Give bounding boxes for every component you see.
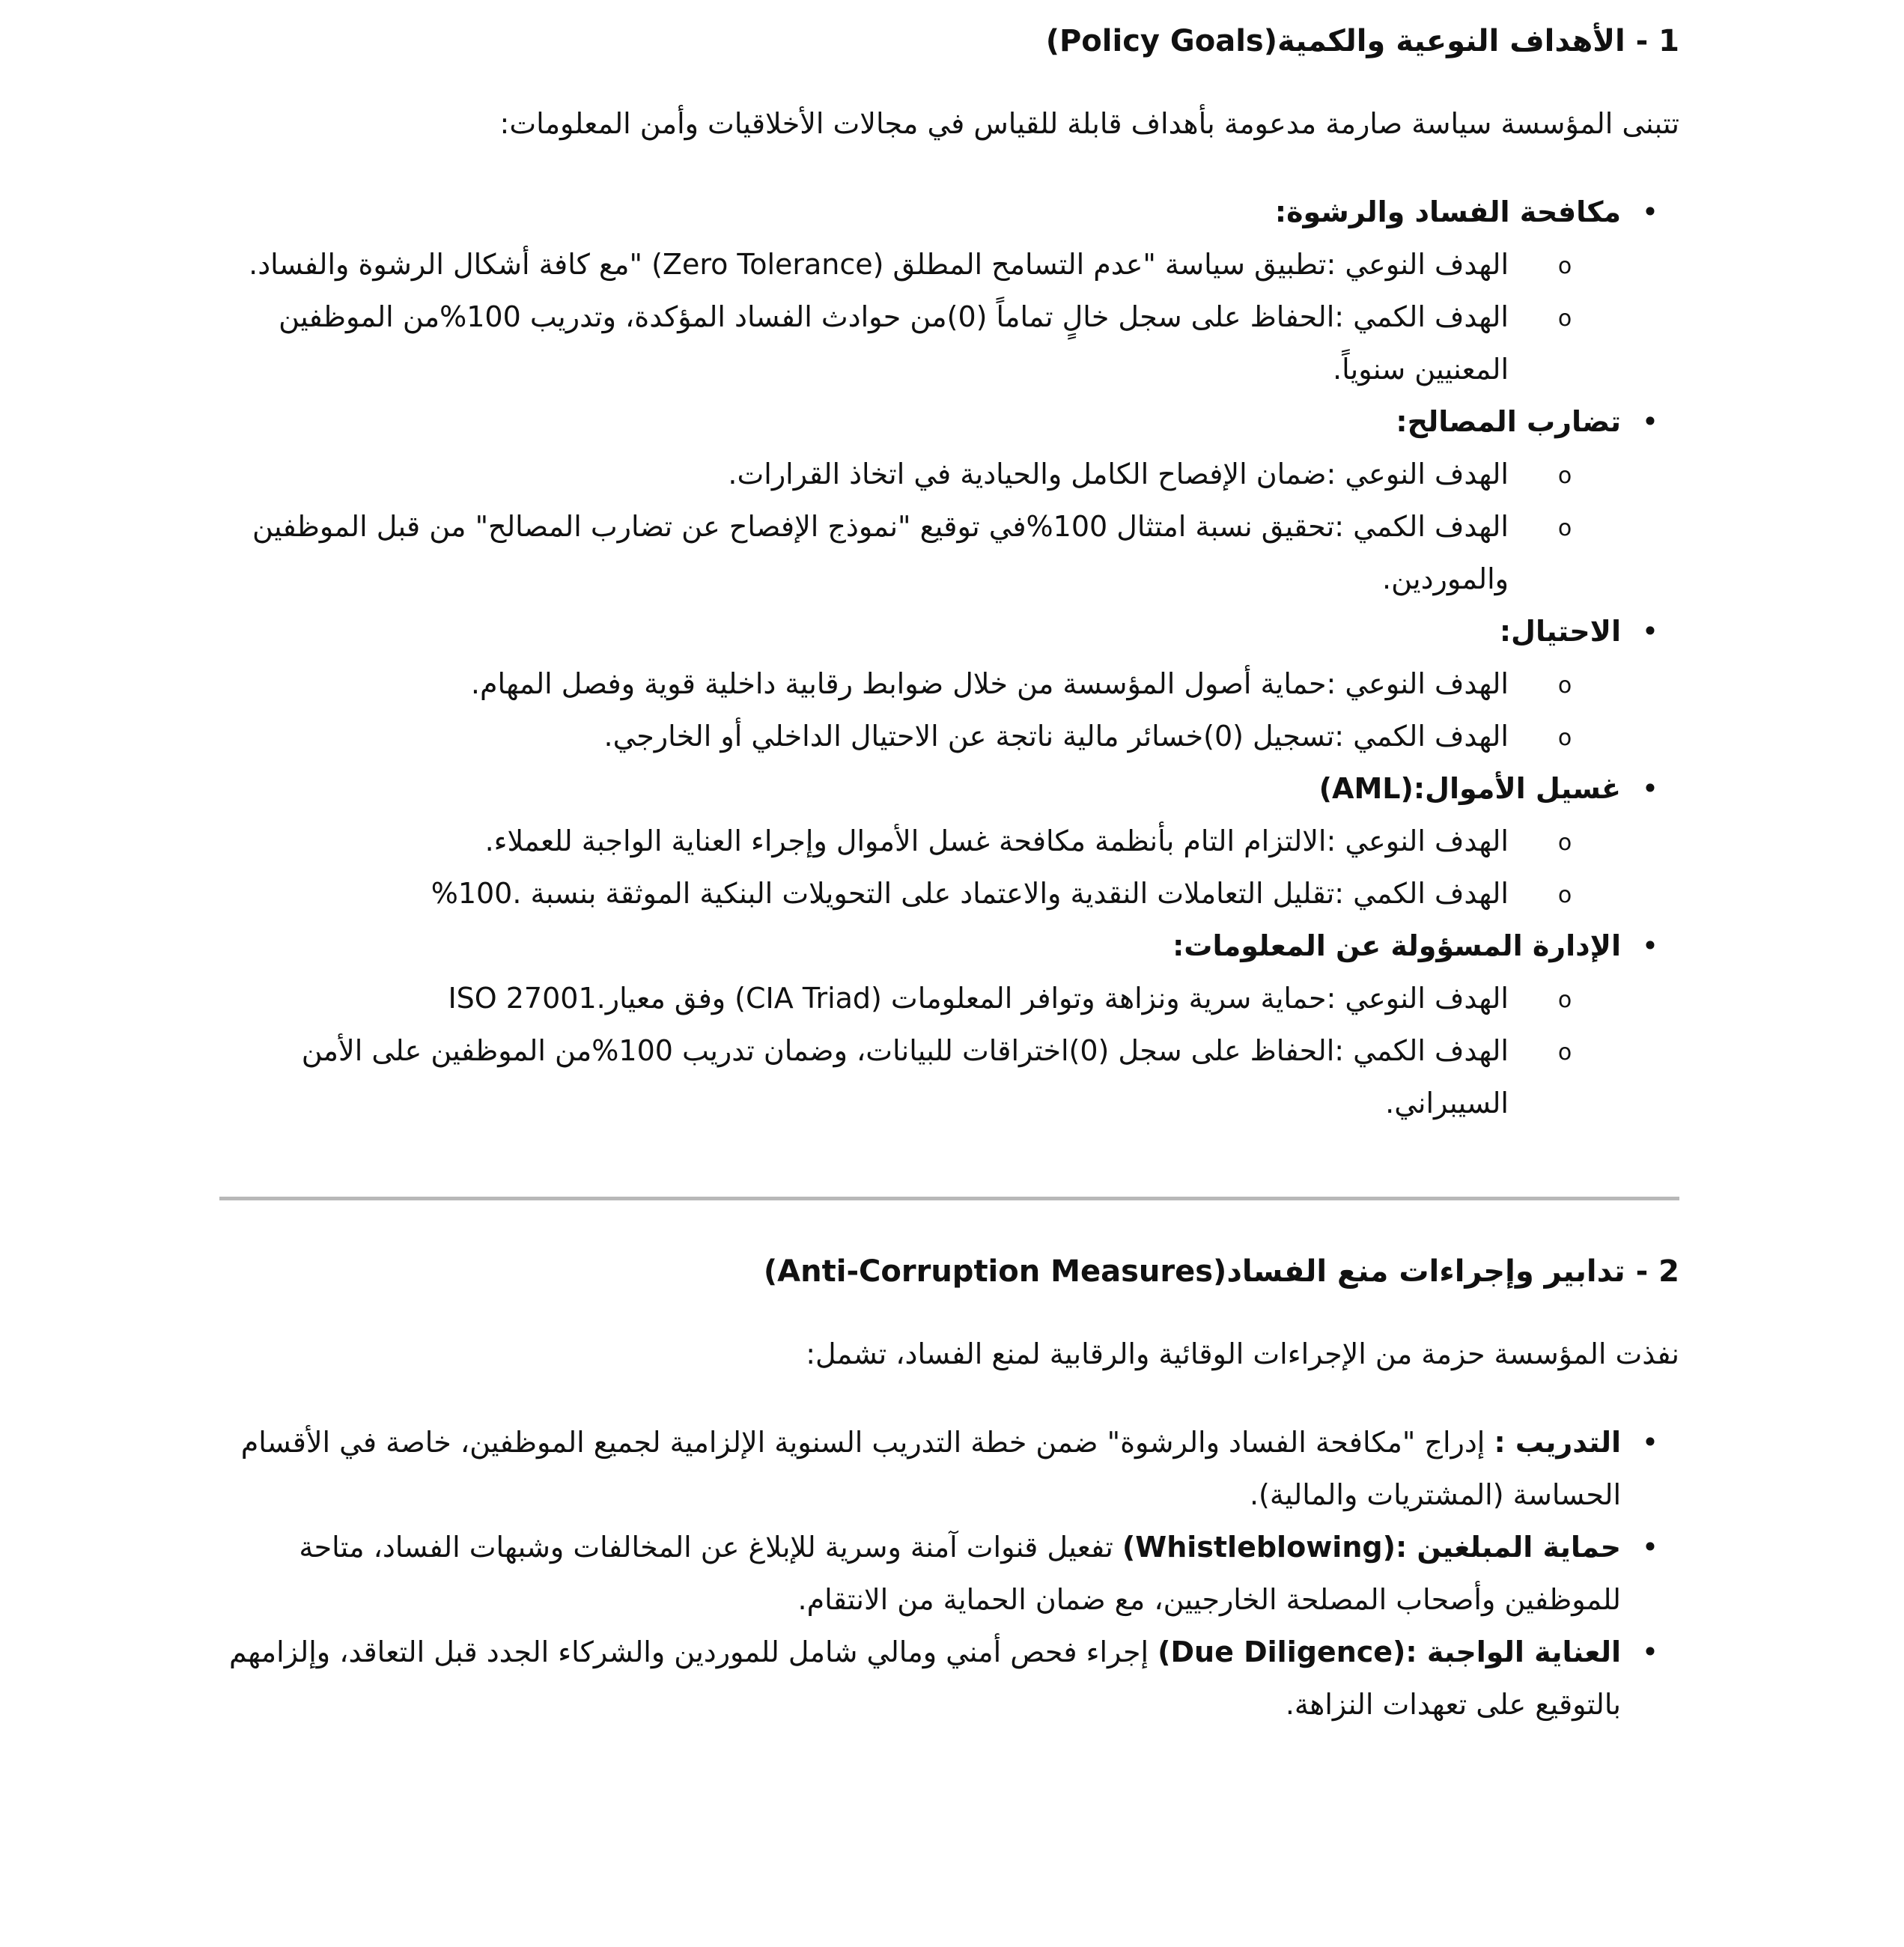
qualitative-goal: o الهدف النوعي :حماية أصول المؤسسة من خلال ضوابط رقابية داخلية قوية وفصل المهام. [219, 657, 1621, 710]
section-2-heading: 2 - تدابير وإجراءات منع الفساد(Anti-Corruption Measures) [763, 1254, 1679, 1289]
policy-goals-list [219, 186, 1679, 1129]
goal-title: • غسيل الأموال:(AML) [1318, 772, 1621, 805]
section-1-heading: 1 - الأهداف النوعية والكمية(Policy Goals) [1045, 24, 1679, 58]
goal-title: • مكافحة الفساد والرشوة: [1274, 195, 1621, 228]
section-2-intro: نفذت المؤسسة حزمة من الإجراءات الوقائية والرقابية لمنع الفساد، تشمل: [806, 1337, 1679, 1370]
quantitative-goal: o الهدف الكمي :تقليل التعاملات النقدية والاعتماد على التحويلات البنكية الموثقة بنسبة .100% [219, 867, 1621, 920]
measure-training [219, 1416, 1679, 1521]
measure-text: تفعيل قنوات آمنة وسرية للإبلاغ عن المخالفات وشبهات الفساد، متاحة للموظفين وأصحاب المصلحة الخارجيين، مع ضمان الحماية من الانتقام. [299, 1531, 1621, 1616]
goal-sub-list [219, 238, 1621, 395]
measure-title: حماية المبلغين :(Whistleblowing) [1122, 1531, 1621, 1564]
goal-information-management [219, 920, 1679, 1129]
goal-money-laundering [219, 762, 1679, 920]
goal-title: • الاحتيال: [1499, 615, 1621, 648]
goal-sub-list [219, 657, 1621, 762]
measure-text: إدراج "مكافحة الفساد والرشوة" ضمن خطة التدريب السنوية الإلزامية لجميع الموظفين، خاصة في الأقسام الحساسة (المشتريات والمالية). [240, 1426, 1621, 1511]
measure-title: العناية الواجبة :(Due Diligence) [1158, 1635, 1621, 1668]
measure-title: التدريب : [1494, 1426, 1621, 1459]
quantitative-goal: o الهدف الكمي :الحفاظ على سجل (0)اختراقات للبيانات، وضمان تدريب 100%من الموظفين على الأمن السيبراني. [219, 1024, 1621, 1129]
section-divider [219, 1197, 1679, 1200]
qualitative-goal: o الهدف النوعي :ضمان الإفصاح الكامل والحيادية في اتخاذ القرارات. [219, 448, 1621, 500]
goal-title: • الإدارة المسؤولة عن المعلومات: [1172, 929, 1621, 962]
measure-due-diligence [219, 1626, 1679, 1731]
qualitative-goal: o الهدف النوعي :تطبيق سياسة "عدم التسامح المطلق (Zero Tolerance) "مع كافة أشكال الرشوة والفساد. [219, 238, 1621, 291]
goal-anti-corruption [219, 186, 1679, 395]
section-policy-goals [219, 15, 1679, 1129]
measures-list [219, 1416, 1679, 1731]
goal-sub-list [219, 815, 1621, 920]
goal-title: • تضارب المصالح: [1396, 405, 1621, 438]
goal-conflict-of-interest [219, 395, 1679, 605]
quantitative-goal: o الهدف الكمي :تحقيق نسبة امتثال 100%في توقيع "نموذج الإفصاح عن تضارب المصالح" من قبل الموظفين والموردين. [219, 500, 1621, 605]
goal-sub-list [219, 972, 1621, 1129]
quantitative-goal: o الهدف الكمي :الحفاظ على سجل خالٍ تماماً (0)من حوادث الفساد المؤكدة، وتدريب 100%من الموظفين المعنيين سنوياً. [219, 291, 1621, 395]
section-anti-corruption-measures [219, 1245, 1679, 1731]
section-1-intro: تتبنى المؤسسة سياسة صارمة مدعومة بأهداف قابلة للقياس في مجالات الأخلاقيات وأمن المعلومات: [499, 107, 1679, 140]
qualitative-goal: o الهدف النوعي :الالتزام التام بأنظمة مكافحة غسل الأموال وإجراء العناية الواجبة للعملاء. [219, 815, 1621, 867]
goal-sub-list [219, 448, 1621, 605]
qualitative-goal: o الهدف النوعي :حماية سرية ونزاهة وتوافر المعلومات (CIA Triad) وفق معيار.ISO 27001 [219, 972, 1621, 1024]
goal-fraud [219, 605, 1679, 762]
document-content [219, 15, 1679, 1731]
measure-text: إجراء فحص أمني ومالي شامل للموردين والشركاء الجدد قبل التعاقد، وإلزامهم بالتوقيع على تعهدات النزاهة. [228, 1635, 1621, 1721]
quantitative-goal: o الهدف الكمي :تسجيل (0)خسائر مالية ناتجة عن الاحتيال الداخلي أو الخارجي. [219, 710, 1621, 762]
measure-whistleblowing [219, 1521, 1679, 1626]
